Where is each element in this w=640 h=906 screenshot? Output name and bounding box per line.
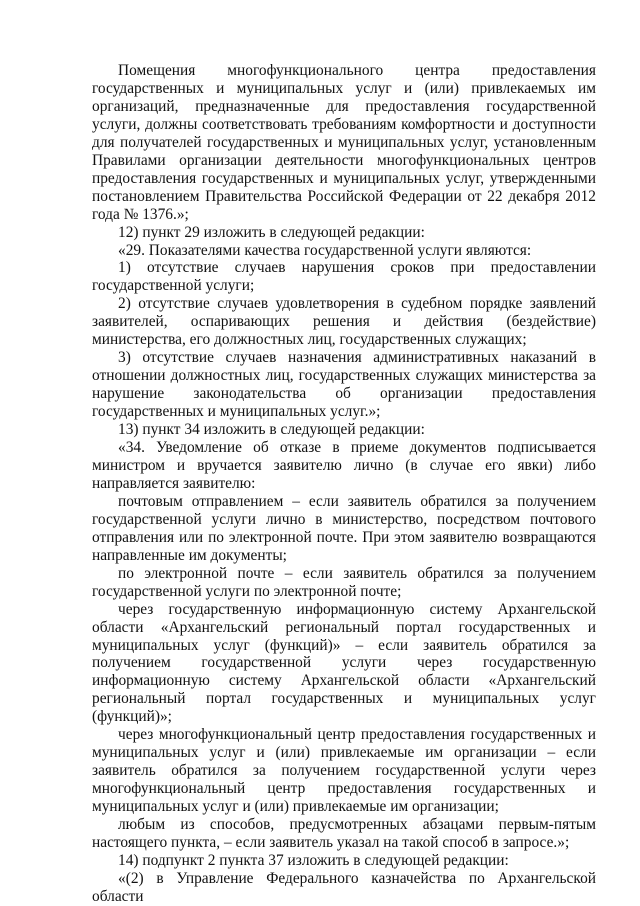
paragraph-item-12: 12) пункт 29 изложить в следующей редакции:: [118, 223, 425, 241]
paragraph-item-13: 13) пункт 34 изложить в следующей редакции:: [118, 421, 425, 439]
paragraph-quality-1: 1) отсутствие случаев нарушения сроков при предоставлении государственной услуги;: [92, 259, 596, 295]
paragraph-treasury: «(2) в Управление Федерального казначейства по Архангельской области: [92, 869, 596, 905]
paragraph-portal-delivery: через государственную информационную систему Архангельской области «Архангельский региональный портал государственных и муниципальных услуг (функций)» – если заявитель обратился за получением государственной услуги через государственную информационную систему Архангельской области «Архангельский региональный портал государственных и муниципальных услуг (функций)»;: [92, 600, 596, 726]
paragraph-point-29: «29. Показателями качества государственной услуги являются:: [118, 241, 532, 259]
paragraph-quality-2: 2) отсутствие случаев удовлетворения в судебном порядке заявлений заявителей, оспаривающих решения и действия (бездействие) министерства, его должностных лиц, государственных служащих;: [92, 295, 596, 349]
paragraph-quality-3: 3) отсутствие случаев назначения административных наказаний в отношении должностных лиц, государственных служащих министерства за нарушение законодательства об организации предоставления государственных и муниципальных услуг.»;: [92, 349, 596, 421]
paragraph-point-34: «34. Уведомление об отказе в приеме документов подписывается министром и вручается заявителю лично (в случае его явки) либо направляется заявителю:: [92, 439, 596, 492]
paragraph-postal-delivery: почтовым отправлением – если заявитель обратился за получением государственной услуги лично в министерство, посредством почтового отправления или по электронной почте. При этом заявителю возвращаются направленные им документы;: [92, 492, 596, 564]
paragraph-email-delivery: по электронной почте – если заявитель обратился за получением государственной услуги по электронной почте;: [92, 564, 596, 600]
paragraph-item-14: 14) подпункт 2 пункта 37 изложить в следующей редакции:: [118, 851, 509, 869]
paragraph-mfc-delivery: через многофункциональный центр предоставления государственных и муниципальных услуг и (или) привлекаемые им организации – если заявитель обратился за получением государственной услуги через многофункциональный центр предоставления государственных и муниципальных услуг и (или) привлекаемые им организации;: [92, 726, 596, 816]
paragraph-premises-requirements: Помещения многофункционального центра предоставления государственных и муниципальных услуг и (или) привлекаемых им организаций, предназначенные для предоставления государственной услуги, должны соответствовать требованиям комфортности и доступности для получателей государственных и муниципальных услуг, установленным Правилами организации деятельности многофункциональных центров предоставления государственных и муниципальных услуг, утвержденными постановлением Правительства Российской Федерации от 22 декабря 2012 года № 1376.»;: [92, 62, 596, 223]
paragraph-any-method: любым из способов, предусмотренных абзацами первым-пятым настоящего пункта, – если заявитель указал на такой способ в запросе.»;: [92, 816, 596, 851]
